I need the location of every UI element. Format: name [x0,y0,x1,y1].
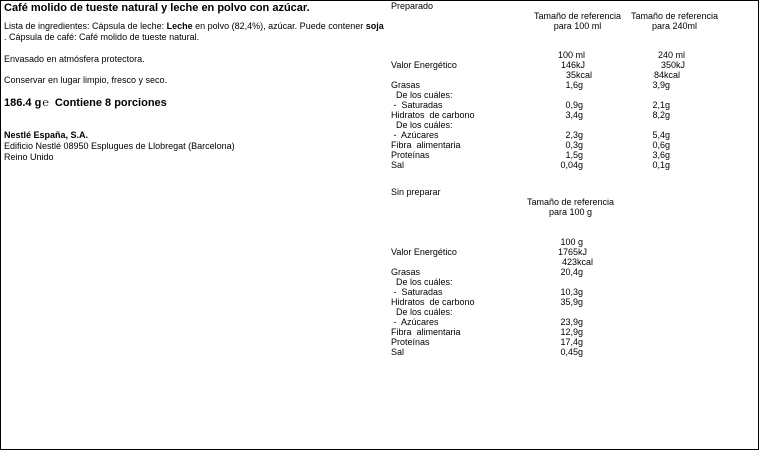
prepared-row-value-2: 3,6g [652,150,670,160]
unprepared-row-label: - Azúcares [391,317,439,327]
unprepared-ref-line1: Tamaño de referencia [526,197,615,207]
unprepared-ref-line2: para 100 g [548,207,593,217]
unprepared-row-value: 12,9g [560,327,583,337]
prepared-row-label: - Azúcares [391,130,439,140]
prepared-ref1-line1: Tamaño de referencia [533,11,622,21]
unprepared-energy-kj: 1765kJ [557,247,587,257]
prepared-row-label: De los cuáles: [391,90,453,100]
portions: Contiene 8 porciones [54,97,167,109]
company-name: Nestlé España, S.A. [4,130,89,140]
storage-note: Conservar en lugar limpio, fresco y seco. [4,75,168,85]
prepared-row-value-2: 3,9g [652,80,670,90]
unprepared-row-value: 0,45g [560,347,583,357]
ingredient-allergen-leche: Leche [166,21,193,31]
ingredients-prefix: Lista de ingredientes: Cápsula de leche: [4,21,167,31]
unprepared-energy-kcal: 423kcal [561,257,593,267]
estimate-mark-icon: ℮ [42,97,49,109]
prepared-row-value-2: 0,6g [652,140,670,150]
net-weight: 186.4 g [4,97,42,109]
prepared-ref2-line1: Tamaño de referencia [630,11,719,21]
prepared-ref2-line2: para 240ml [651,21,698,31]
prepared-energy-kj-1: 146kJ [560,60,585,70]
prepared-row-value-1: 2,3g [565,130,583,140]
company-address: Edificio Nestlé 08950 Esplugues de Llobregat (Barcelona) [4,141,235,151]
prepared-col2-unit: 240 ml [657,50,685,60]
prepared-row-label: Sal [391,160,405,170]
prepared-row-label: Proteínas [391,150,430,160]
prepared-heading: Preparado [391,1,434,11]
unprepared-row-value: 20,4g [560,267,583,277]
unprepared-row-value: 23,9g [560,317,583,327]
unprepared-row-value: 35,9g [560,297,583,307]
prepared-row-label: - Saturadas [391,100,443,110]
packaging-note: Envasado en atmósfera protectora. [4,54,145,64]
company-country: Reino Unido [4,152,54,162]
unprepared-unit: 100 g [560,237,583,247]
unprepared-row-label: Fibra alimentaria [391,327,461,337]
ingredients-line-1 [4,21,384,31]
prepared-row-value-2: 0,1g [652,160,670,170]
product-title: Café molido de tueste natural y leche en polvo con azúcar. [4,2,310,14]
prepared-row-value-2: 2,1g [652,100,670,110]
prepared-energy-kcal-2: 84kcal [653,70,680,80]
prepared-energy-kcal-1: 35kcal [565,70,592,80]
net-weight-line [4,97,167,109]
unprepared-row-value: 10,3g [560,287,583,297]
prepared-row-value-2: 5,4g [652,130,670,140]
prepared-row-value-1: 0,04g [560,160,583,170]
ingredients-line-2: . Cápsula de café: Café molido de tueste natural. [4,32,200,42]
prepared-row-label: Grasas [391,80,421,90]
unprepared-row-label: Hidratos de carbono [391,297,475,307]
prepared-row-value-1: 0,9g [565,100,583,110]
prepared-row-value-1: 1,5g [565,150,583,160]
prepared-energy-label: Valor Energético [391,60,457,70]
unprepared-row-label: Grasas [391,267,421,277]
unprepared-row-value: 17,4g [560,337,583,347]
unprepared-energy-label: Valor Energético [391,247,457,257]
unprepared-heading: Sin preparar [391,187,441,197]
prepared-row-label: De los cuáles: [391,120,453,130]
unprepared-row-label: Proteínas [391,337,430,347]
prepared-row-value-1: 3,4g [565,110,583,120]
prepared-ref1-line2: para 100 ml [553,21,602,31]
ingredients-mid: en polvo (82,4%), azúcar. Puede contener [192,21,366,31]
prepared-row-value-1: 0,3g [565,140,583,150]
ingredient-allergen-soja: soja [365,21,384,31]
prepared-row-label: Hidratos de carbono [391,110,475,120]
unprepared-row-label: De los cuáles: [391,277,453,287]
prepared-row-value-2: 8,2g [652,110,670,120]
unprepared-row-label: De los cuáles: [391,307,453,317]
prepared-row-value-1: 1,6g [565,80,583,90]
unprepared-row-label: Sal [391,347,405,357]
prepared-row-label: Fibra alimentaria [391,140,461,150]
prepared-energy-kj-2: 350kJ [660,60,685,70]
prepared-col1-unit: 100 ml [557,50,585,60]
unprepared-row-label: - Saturadas [391,287,443,297]
